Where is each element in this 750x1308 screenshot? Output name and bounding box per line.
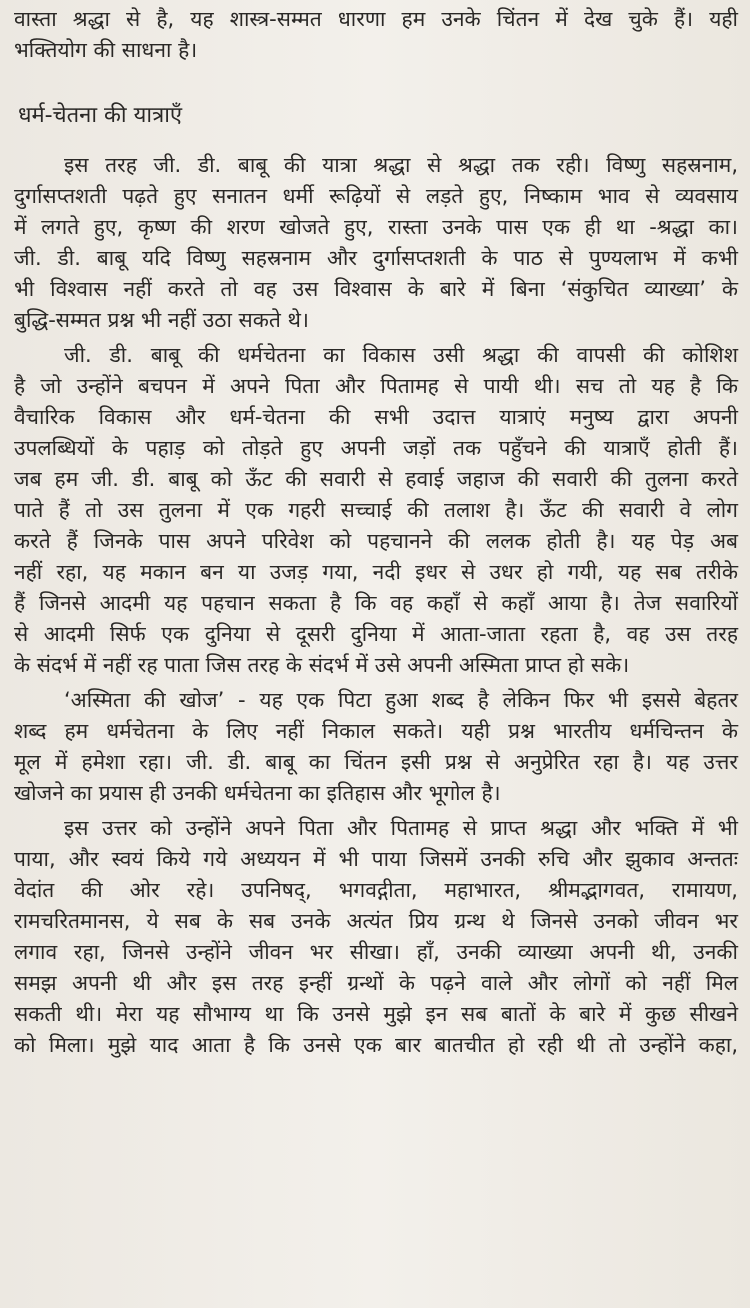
text-line: में लगते हुए, कृष्ण की शरण खोजते हुए, रास्ता उनके पास एक ही था -श्रद्धा का।: [14, 215, 738, 239]
text-line: जी. डी. बाबू यदि विष्णु सहस्रनाम और दुर्गासप्तशती के पाठ से पुण्यलाभ में कभी: [14, 246, 738, 270]
paragraph-1: [14, 150, 738, 336]
text-line: लगाव रहा, जिनसे उन्होंने जीवन भर सीखा। हाँ, उनकी व्याख्या अपनी थी, उनकी: [14, 940, 738, 964]
text-line: समझ अपनी थी और इस तरह इन्हीं ग्रन्थों के पढ़ने वाले और लोगों को नहीं मिल: [14, 971, 738, 995]
paragraph-2: [14, 340, 738, 681]
paragraph-4: [14, 813, 738, 1061]
text-line: पाया, और स्वयं किये गये अध्ययन में भी पाया जिसमें उनकी रुचि और झुकाव अन्ततः: [14, 847, 738, 871]
paragraph-3: [14, 685, 738, 809]
section-heading: धर्म-चेतना की यात्राएँ: [18, 103, 183, 128]
text-line: नहीं रहा, यह मकान बन या उजड़ गया, नदी इधर से उधर हो गयी, यह सब तरीके: [14, 560, 738, 584]
text-line: से आदमी सिर्फ एक दुनिया से दूसरी दुनिया में आता-जाता रहता है, वह उस तरह: [14, 622, 738, 646]
text-line: खोजने का प्रयास ही उनकी धर्मचेतना का इतिहास और भूगोल है।: [14, 781, 501, 805]
text-line: वास्ता श्रद्धा से है, यह शास्त्र-सम्मत धारणा हम उनके चिंतन में देख चुके हैं। यही: [14, 7, 738, 31]
text-line: रामचरितमानस, ये सब के सब उनके अत्यंत प्रिय ग्रन्थ थे जिनसे उनको जीवन भर: [14, 909, 738, 933]
text-line: इस उत्तर को उन्होंने अपने पिता और पितामह से प्राप्त श्रद्धा और भक्ति में भी: [64, 816, 738, 840]
text-line: जी. डी. बाबू की धर्मचेतना का विकास उसी श्रद्धा की वापसी की कोशिश: [64, 343, 738, 367]
text-line: हैं जिनसे आदमी यह पहचान सकता है कि वह कहाँ से कहाँ आया है। तेज सवारियों: [14, 591, 738, 615]
text-line: बुद्धि-सम्मत प्रश्न भी नहीं उठा सकते थे।: [14, 308, 309, 332]
text-line: के संदर्भ में नहीं रह पाता जिस तरह के संदर्भ में उसे अपनी अस्मिता प्राप्त हो सके।: [14, 653, 630, 677]
text-line: शब्द हम धर्मचेतना के लिए नहीं निकाल सकते। यही प्रश्न भारतीय धर्मचिन्तन के: [14, 719, 738, 743]
text-line: इस तरह जी. डी. बाबू की यात्रा श्रद्धा से श्रद्धा तक रही। विष्णु सहस्रनाम,: [64, 153, 738, 177]
text-line: वेदांत की ओर रहे। उपनिषद्, भगवद्गीता, महाभारत, श्रीमद्भागवत, रामायण,: [14, 878, 738, 902]
text-line: उपलब्धियों के पहाड़ को तोड़ते हुए अपनी जड़ों तक पहुँचने की यात्राएँ होती हैं।: [14, 436, 738, 460]
text-line: को मिला। मुझे याद आता है कि उनसे एक बार बातचीत हो रही थी तो उन्होंने कहा,: [14, 1033, 738, 1057]
intro-paragraph: [14, 4, 738, 66]
text-line: करते हैं जिनके पास अपने परिवेश को पहचानने की ललक होती है। यह पेड़ अब: [14, 529, 738, 553]
text-line: सकती थी। मेरा यह सौभाग्य था कि उनसे मुझे इन सब बातों के बारे में कुछ सीखने: [14, 1002, 738, 1026]
text-line: पाते हैं तो उस तुलना में एक गहरी सच्चाई की तलाश है। ऊँट की सवारी वे लोग: [14, 498, 738, 522]
text-line: भक्तियोग की साधना है।: [14, 38, 198, 62]
text-line: है जो उन्होंने बचपन में अपने पिता और पितामह से पायी थी। सच तो यह है कि: [14, 374, 738, 398]
text-line: ‘अस्मिता की खोज’ - यह एक पिटा हुआ शब्द है लेकिन फिर भी इससे बेहतर: [64, 688, 738, 712]
text-line: दुर्गासप्तशती पढ़ते हुए सनातन धर्मी रूढ़ियों से लड़ते हुए, निष्काम भाव से व्यवसाय: [14, 184, 738, 208]
text-line: मूल में हमेशा रहा। जी. डी. बाबू का चिंतन इसी प्रश्न से अनुप्रेरित रहा है। यह उत्तर: [14, 750, 738, 774]
text-line: वैचारिक विकास और धर्म-चेतना की सभी उदात्त यात्राएं मनुष्य द्वारा अपनी: [14, 405, 738, 429]
text-line: भी विश्वास नहीं करते तो वह उस विश्वास के बारे में बिना ‘संकुचित व्याख्या’ के: [14, 277, 738, 301]
text-line: जब हम जी. डी. बाबू को ऊँट की सवारी से हवाई जहाज की सवारी की तुलना करते: [14, 467, 738, 491]
